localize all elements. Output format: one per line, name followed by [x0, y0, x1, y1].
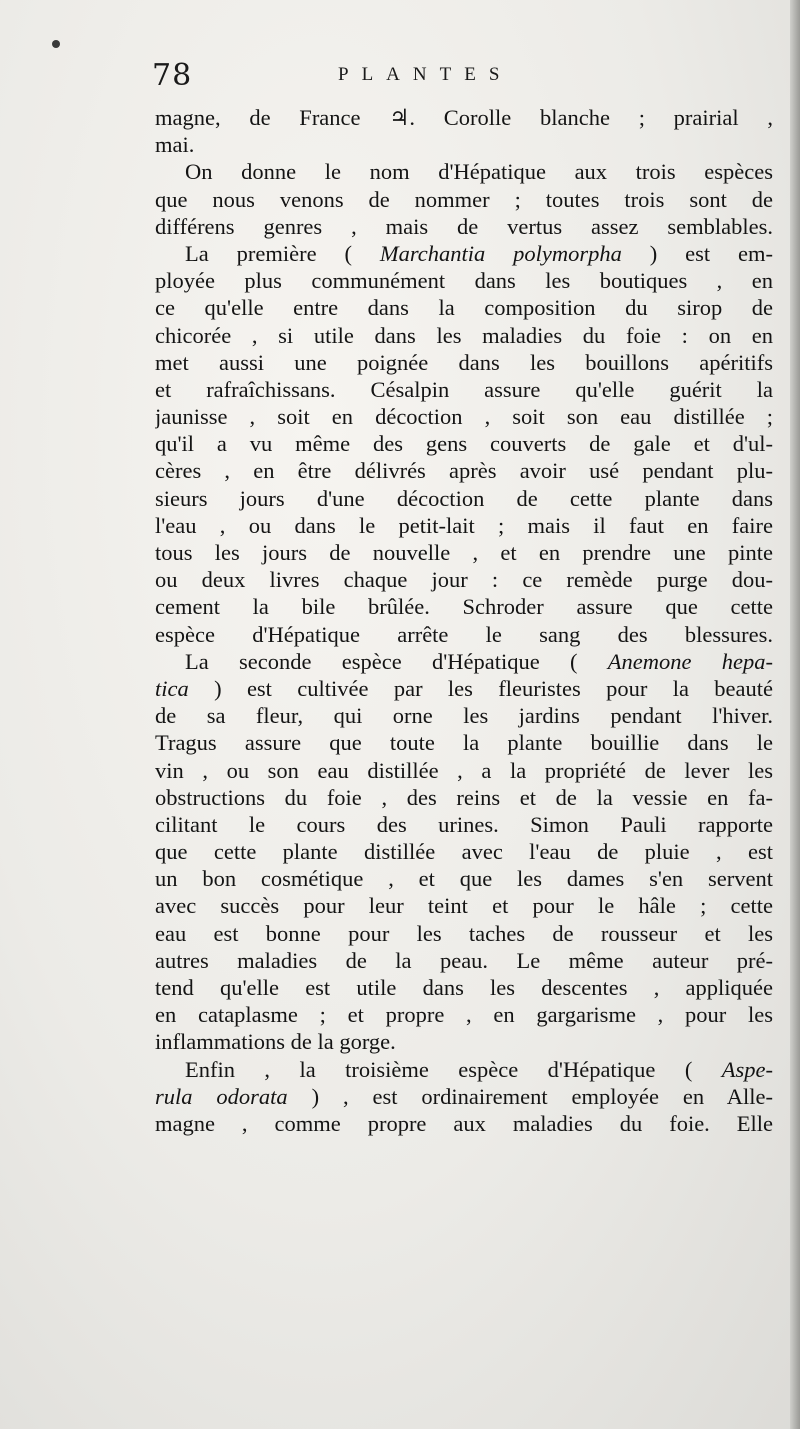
text-line: rula odorata ) , est ordinairement employée en Alle- — [155, 1083, 773, 1109]
text-line: La première ( Marchantia polymorpha ) est em- — [185, 240, 773, 266]
latin-name: Marchantia polymorpha — [379, 240, 622, 266]
text-line: espèce d'Hépatique arrête le sang des blessures. — [155, 621, 773, 647]
text-line: un bon cosmétique , et que les dames s'en servent — [155, 866, 773, 892]
text-line: cères , en être délivrés après avoir usé pendant plu- — [155, 458, 773, 484]
text-line: ployée plus communément dans les boutiques , en — [155, 268, 773, 294]
page-edge — [790, 0, 800, 1429]
text-line: inflammations de la gorge. — [155, 1029, 396, 1055]
text-line: Enfin , la troisième espèce d'Hépatique ( Aspe- — [185, 1056, 773, 1082]
text-line: jaunisse , soit en décoction , soit son eau distillée ; — [155, 404, 773, 430]
text-line: eau est bonne pour les taches de rousseur et les — [155, 920, 773, 946]
text-line: met aussi une poignée dans les bouillons apéritifs — [155, 349, 773, 375]
body-text — [155, 104, 773, 1137]
latin-name: tica — [155, 675, 189, 701]
text-line: vin , ou son eau distillée , a la propriété de lever les — [155, 757, 773, 783]
text-line: autres maladies de la peau. Le même auteur pré- — [155, 947, 773, 973]
text-line: ce qu'elle entre dans la composition du sirop de — [155, 295, 773, 321]
text-line: que nous venons de nommer ; toutes trois sont de — [155, 186, 773, 212]
text-line: On donne le nom d'Hépatique aux trois espèces — [185, 159, 773, 185]
running-head: PLANTES — [338, 64, 513, 85]
latin-name: Anemone hepa- — [607, 648, 773, 674]
text-line: en cataplasme ; et propre , en gargarisme , pour les — [155, 1002, 773, 1028]
text-line: qu'il a vu même des gens couverts de gale et d'ul- — [155, 431, 773, 457]
text-line: tous les jours de nouvelle , et en prendre une pinte — [155, 540, 773, 565]
text-line: cilitant le cours des urines. Simon Pauli rapporte — [155, 811, 773, 837]
text-line: magne, de France ♃. Corolle blanche ; prairial , — [155, 105, 773, 130]
text-line: de sa fleur, qui orne les jardins pendant l'hiver. — [155, 703, 773, 729]
page-number: 78 — [152, 58, 193, 93]
text-line: Tragus assure que toute la plante bouillie dans le — [155, 730, 773, 756]
text-line: avec succès pour leur teint et pour le hâle ; cette — [155, 893, 773, 919]
text-line: chicorée , si utile dans les maladies du foie : on en — [155, 322, 773, 348]
text-line: sieurs jours d'une décoction de cette plante dans — [155, 485, 773, 511]
latin-name: rula odorata — [155, 1083, 288, 1109]
latin-name: Aspe- — [721, 1056, 773, 1082]
text-line: cement la bile brûlée. Schroder assure que cette — [155, 594, 773, 620]
text-line: obstructions du foie , des reins et de la vessie en fa- — [155, 784, 773, 810]
text-line: l'eau , ou dans le petit-lait ; mais il faut en faire — [155, 512, 773, 538]
text-line: mai. — [155, 132, 195, 158]
text-line: différens genres , mais de vertus assez semblables. — [155, 213, 773, 239]
text-line: et rafraîchissans. Césalpin assure qu'elle guérit la — [155, 376, 773, 402]
text-line: tend qu'elle est utile dans les descentes , appliquée — [155, 975, 773, 1000]
text-line: La seconde espèce d'Hépatique ( Anemone hepa- — [185, 648, 773, 674]
text-line: magne , comme propre aux maladies du foie. Elle — [155, 1110, 773, 1136]
text-line: ou deux livres chaque jour : ce remède purge dou- — [155, 567, 773, 593]
ink-spot — [52, 40, 60, 48]
text-line: que cette plante distillée avec l'eau de pluie , est — [155, 839, 773, 865]
text-line: tica ) est cultivée par les fleuristes pour la beauté — [155, 675, 773, 701]
